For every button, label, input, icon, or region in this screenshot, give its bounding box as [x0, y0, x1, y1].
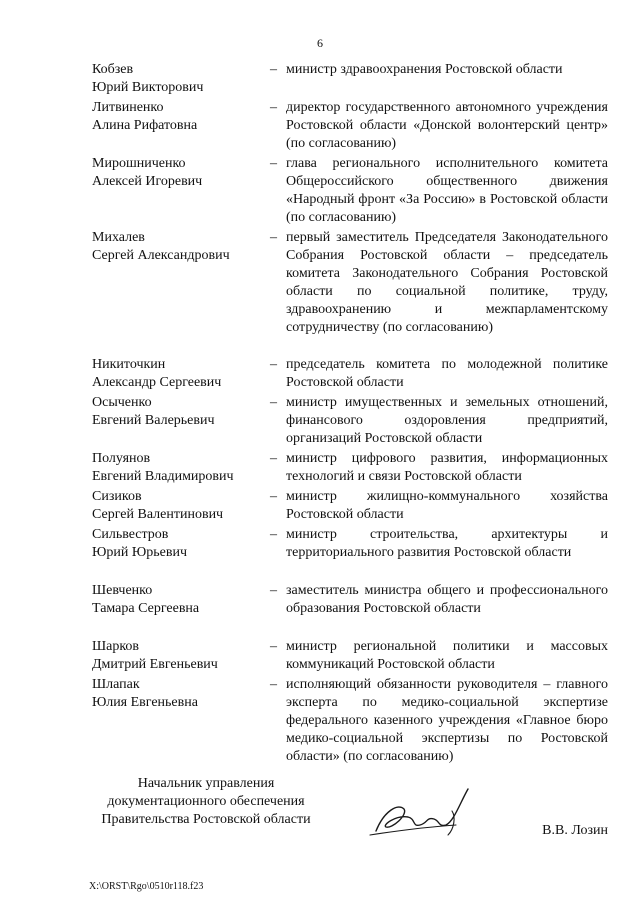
dash-separator: – [270, 100, 277, 115]
member-row [92, 229, 612, 356]
member-name [92, 450, 270, 488]
dash-separator: – [270, 230, 277, 245]
member-given-name: Александр Сергеевич [92, 375, 222, 390]
member-surname: Сизиков [92, 489, 142, 504]
member-given-name: Сергей Александрович [92, 248, 230, 263]
dash-separator: – [270, 677, 277, 692]
member-position: министр жилищно-коммунального хозяйства Ростовской области [286, 489, 608, 522]
member-given-name: Дмитрий Евгеньевич [92, 657, 218, 672]
page-number: 6 [317, 36, 323, 50]
member-surname: Кобзев [92, 62, 134, 77]
member-given-name: Юрий Викторович [92, 80, 204, 95]
signatory-title [86, 775, 326, 829]
member-position: министр здравоохранения Ростовской области [286, 62, 563, 77]
signatory-title-line: документационного обеспечения [107, 794, 305, 809]
member-position: исполняющий обязанности руководителя – главного эксперта по медико-социальной экспертизе федерального казенного учреждения «Главное бюро медико-социальной экспертизы по Ростовской области» (по согласованию) [286, 677, 608, 764]
dash-separator: – [270, 62, 277, 77]
member-position: заместитель министра общего и профессионального образования Ростовской области [286, 583, 608, 616]
member-row [92, 450, 612, 488]
member-name [92, 638, 270, 676]
dash-separator: – [270, 489, 277, 504]
member-given-name: Евгений Владимирович [92, 469, 234, 484]
signature-block [86, 775, 616, 845]
member-position: глава регионального исполнительного комитета Общероссийского общественного движения «Народный фронт «За Россию» в Ростовской области (по согласованию) [286, 156, 608, 225]
member-row [92, 638, 612, 676]
member-position: министр строительства, архитектуры и территориального развития Ростовской области [286, 527, 608, 560]
file-path: X:\ORST\Rgo\0510r118.f23 [89, 881, 204, 892]
dash-separator: – [270, 451, 277, 466]
member-name [92, 229, 270, 356]
dash-separator: – [270, 583, 277, 598]
dash-separator: – [270, 357, 277, 372]
member-name [92, 61, 270, 99]
member-given-name: Юлия Евгеньевна [92, 695, 198, 710]
dash-separator: – [270, 639, 277, 654]
member-surname: Осыченко [92, 395, 152, 410]
member-surname: Полуянов [92, 451, 151, 466]
member-row [92, 99, 612, 155]
member-row [92, 155, 612, 229]
member-surname: Шлапак [92, 677, 140, 692]
member-name [92, 488, 270, 526]
dash-separator: – [270, 156, 277, 171]
dash-separator: – [270, 395, 277, 410]
member-position: председатель комитета по молодежной политике Ростовской области [286, 357, 608, 390]
member-given-name: Тамара Сергеевна [92, 601, 200, 616]
member-position: министр региональной политики и массовых коммуникаций Ростовской области [286, 639, 608, 672]
member-name [92, 356, 270, 394]
member-name [92, 526, 270, 582]
member-surname: Шевченко [92, 583, 153, 598]
member-row [92, 582, 612, 638]
member-position: первый заместитель Председателя Законодательного Собрания Ростовской области – председатель комитета Законодательного Собрания Ростовской области по социальной политике, труду, здравоохранению и межпарламентскому сотрудничеству (по согласованию) [286, 230, 608, 335]
member-name [92, 582, 270, 638]
member-position: министр имущественных и земельных отношений, финансового оздоровления предприятий, организаций Ростовской области [286, 395, 608, 446]
member-row [92, 356, 612, 394]
member-position: министр цифрового развития, информационных технологий и связи Ростовской области [286, 451, 608, 484]
member-surname: Михалев [92, 230, 145, 245]
member-given-name: Евгений Валерьевич [92, 413, 215, 428]
member-name [92, 99, 270, 155]
member-row [92, 394, 612, 450]
member-name [92, 676, 270, 768]
member-row [92, 526, 612, 582]
member-given-name: Сергей Валентинович [92, 507, 224, 522]
member-given-name: Алексей Игоревич [92, 174, 203, 189]
signatory-title-line: Правительства Ростовской области [101, 812, 311, 827]
member-surname: Мирошниченко [92, 156, 186, 171]
member-surname: Литвиненко [92, 100, 164, 115]
member-row [92, 61, 612, 99]
member-surname: Шарков [92, 639, 140, 654]
members-list [92, 61, 612, 768]
signatory-title-line: Начальник управления [137, 776, 275, 791]
member-row [92, 676, 612, 768]
member-given-name: Алина Рифатовна [92, 118, 198, 133]
member-surname: Сильвестров [92, 527, 169, 542]
handwritten-signature [356, 781, 486, 841]
member-row [92, 488, 612, 526]
signatory-name: В.В. Лозин [542, 823, 608, 838]
member-surname: Никиточкин [92, 357, 166, 372]
member-given-name: Юрий Юрьевич [92, 545, 188, 560]
member-name [92, 155, 270, 229]
dash-separator: – [270, 527, 277, 542]
member-position: директор государственного автономного учреждения Ростовской области «Донской волонтерский центр» (по согласованию) [286, 100, 608, 151]
member-name [92, 394, 270, 450]
